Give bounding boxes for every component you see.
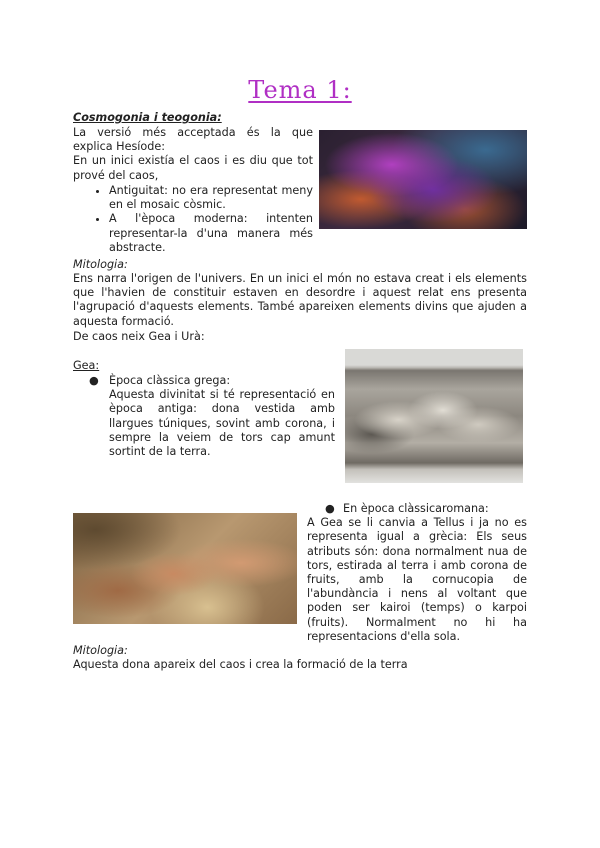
section-heading-cosmogonia: Cosmogonia i teogonia: bbox=[73, 111, 222, 124]
gea-bullet-classical-greek bbox=[73, 374, 335, 459]
intro-line: En un inici existía el caos i es diu que tot bbox=[73, 154, 313, 168]
mitologia-label: Mitologia: bbox=[73, 258, 128, 271]
bullet-text: Aquesta divinitat si té representació en època antiga: dona vestida amb llargues túniques, sovint amb corona, i sempre la veiem de tors cap amunt sortint de la terra. bbox=[109, 388, 335, 459]
pergamon-frieze-image bbox=[345, 349, 523, 483]
intro-line: La versió més acceptada és la que bbox=[73, 126, 313, 139]
page-title: Tema 1: bbox=[248, 76, 352, 104]
list-item: • Antiguitat: no era representat meny en el mosaic còsmic. bbox=[109, 184, 313, 212]
bullet-dot: ● bbox=[89, 374, 99, 387]
tellus-mosaic-image bbox=[73, 513, 297, 624]
list-item: • A l'època moderna: intenten representar-la d'una manera més abstracte. bbox=[109, 212, 313, 255]
section-heading-gea: Gea: bbox=[73, 359, 100, 372]
bullet-text: A Gea se li canvia a Tellus i ja no es representa igual a grècia: Els seus atributs són: dona normalment nua de tors, estirada al terra i amb corona de fruits, amb la cornucopia de l'abundància i nens al voltant que poden ser kairoi (temps) o karpoi (fruits). Normalment no hi ha representacions d'ella sola. bbox=[307, 516, 527, 643]
mitologia-label: Mitologia: bbox=[73, 644, 128, 657]
intro-line: explica Hesíode: bbox=[73, 140, 166, 154]
cosmogonia-bullets bbox=[73, 184, 313, 255]
bullet-dot: ● bbox=[325, 502, 335, 515]
gea-mitologia-text: Aquesta dona apareix del caos i crea la formació de la terra bbox=[73, 658, 408, 671]
frieze-figures bbox=[345, 367, 523, 463]
gea-ura-line: De caos neix Gea i Urà: bbox=[73, 330, 205, 343]
mitologia-paragraph: Ens narra l'origen de l'univers. En un inici el món no estava creat i els elements que l'havien de constituir estaven en desordre i aquest relat ens presenta l'agrupació d'aquests elements. També apareixen elements divins que ajuden a aquesta formació. bbox=[73, 272, 527, 328]
bullet-label: Època clàssica grega: bbox=[109, 374, 231, 387]
cosmogonia-intro bbox=[73, 126, 313, 183]
bullet-label: En època clàssicaromana: bbox=[343, 502, 489, 515]
intro-line: prové del caos, bbox=[73, 168, 159, 182]
cosmic-mosaic-image bbox=[319, 130, 527, 229]
gea-bullet-roman bbox=[307, 502, 527, 644]
